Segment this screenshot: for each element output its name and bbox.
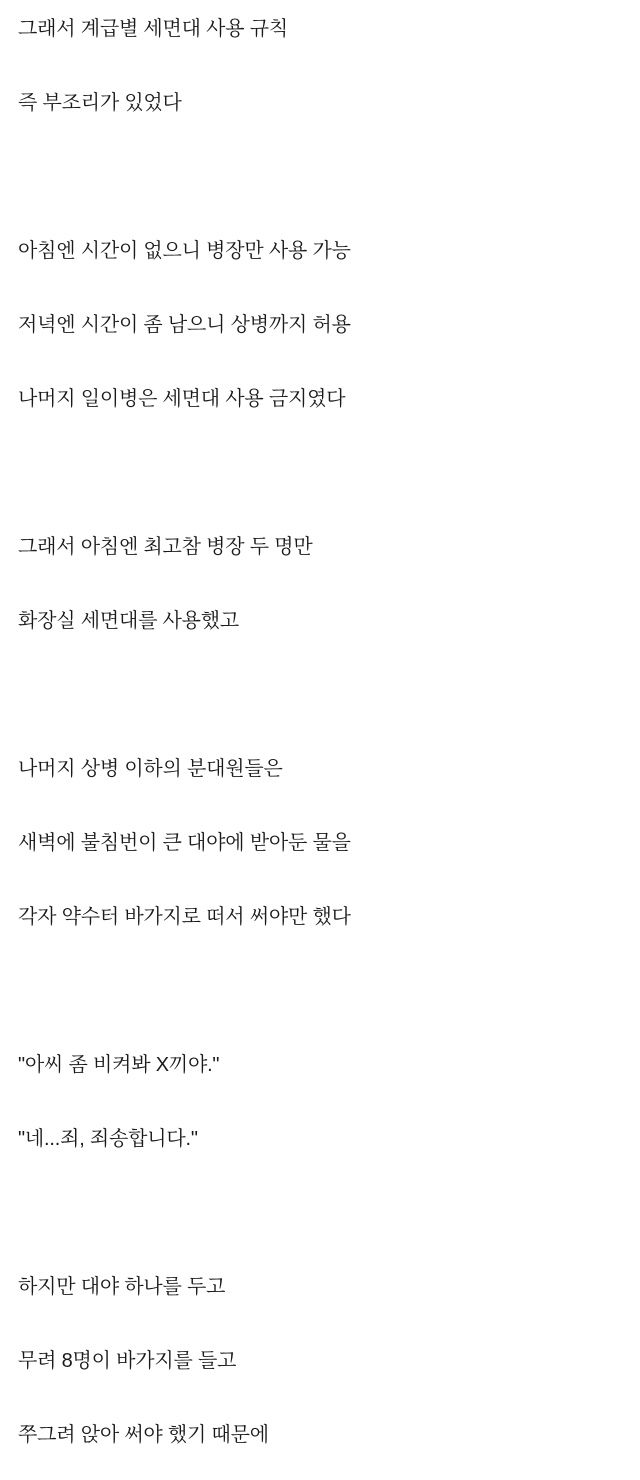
paragraph-text: 나머지 일이병은 세면대 사용 금지였다 xyxy=(18,388,346,410)
paragraph-text: "아씨 좀 비켜봐 X끼야." xyxy=(18,1054,220,1076)
paragraph xyxy=(18,592,622,666)
paragraph-spacer xyxy=(18,666,622,740)
paragraph-text: 그래서 계급별 세면대 사용 규칙 xyxy=(18,18,288,40)
paragraph xyxy=(18,1258,622,1332)
paragraph-text: 저녁엔 시간이 좀 남으니 상병까지 허용 xyxy=(18,314,351,336)
paragraph-text: "네...죄, 죄송합니다." xyxy=(18,1128,198,1150)
paragraph-text: 그래서 아침엔 최고참 병장 두 명만 xyxy=(18,536,313,558)
paragraph-text: 새벽에 불침번이 큰 대야에 받아둔 물을 xyxy=(18,832,351,854)
paragraph xyxy=(18,296,622,370)
paragraph-quote xyxy=(18,1036,622,1110)
paragraph xyxy=(18,370,622,444)
paragraph-text: 나머지 상병 이하의 분대원들은 xyxy=(18,758,283,780)
paragraph xyxy=(18,74,622,148)
paragraph xyxy=(18,1332,622,1406)
paragraph xyxy=(18,518,622,592)
paragraph xyxy=(18,222,622,296)
paragraph xyxy=(18,814,622,888)
paragraph-text: 화장실 세면대를 사용했고 xyxy=(18,610,240,632)
paragraph xyxy=(18,740,622,814)
paragraph-text: 아침엔 시간이 없으니 병장만 사용 가능 xyxy=(18,240,351,262)
paragraph-text: 각자 약수터 바가지로 떠서 써야만 했다 xyxy=(18,906,351,928)
paragraph-text: 즉 부조리가 있었다 xyxy=(18,92,182,114)
paragraph xyxy=(18,1406,622,1480)
paragraph-text: 무려 8명이 바가지를 들고 xyxy=(18,1350,237,1372)
paragraph-quote xyxy=(18,1110,622,1184)
paragraph xyxy=(18,0,622,74)
paragraph-spacer xyxy=(18,1184,622,1258)
paragraph-spacer xyxy=(18,962,622,1036)
paragraph xyxy=(18,888,622,962)
paragraph-spacer xyxy=(18,444,622,518)
paragraph-spacer xyxy=(18,148,622,222)
paragraph-text: 하지만 대야 하나를 두고 xyxy=(18,1276,226,1298)
paragraph-text: 쭈그려 앉아 써야 했기 때문에 xyxy=(18,1424,269,1446)
